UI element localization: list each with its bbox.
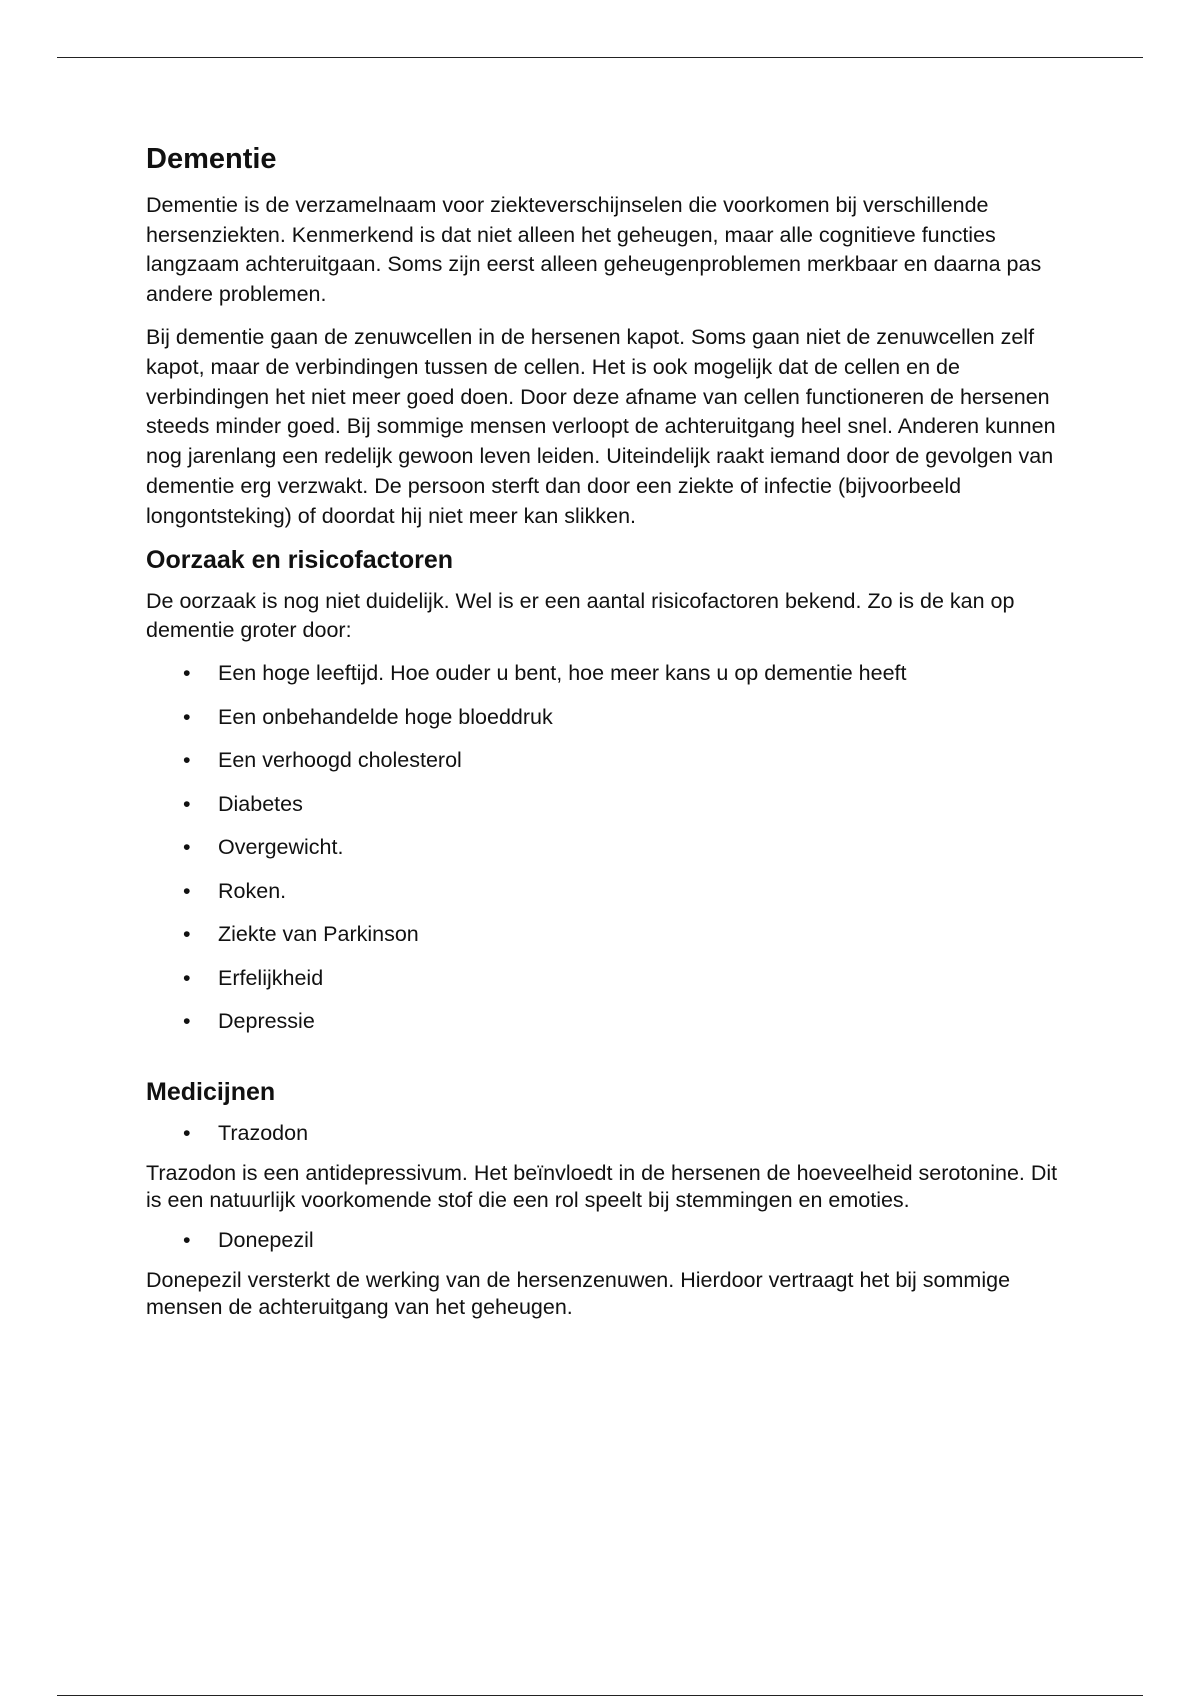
bullet-icon: • xyxy=(183,748,191,773)
oorzaak-intro: De oorzaak is nog niet duidelijk. Wel is er een aantal risicofactoren bekend. Zo is de kan op dementie groter door: xyxy=(146,588,1015,643)
section-heading-medicijnen: Medicijnen xyxy=(146,1078,276,1107)
bullet-icon: • xyxy=(183,1228,191,1253)
list-item xyxy=(146,746,1066,775)
list-item-text: Roken. xyxy=(218,878,287,903)
list-item-text: Ziekte van Parkinson xyxy=(218,922,419,947)
list-item-text: Een onbehandelde hoge bloeddruk xyxy=(218,704,553,729)
list-item xyxy=(146,920,1066,949)
list-item xyxy=(146,659,1066,688)
intro-paragraph: Dementie is de verzamelnaam voor ziekteverschijnselen die voorkomen bij verschillende hersenziekten. Kenmerkend is dat niet alleen het geheugen, maar alle cognitieve functies langzaam achteruitgaan. Soms zijn eerst alleen geheugenproblemen merkbaar en daarna pas andere problemen. xyxy=(146,192,1042,307)
list-item-text: Een verhoogd cholesterol xyxy=(218,748,462,773)
bullet-icon: • xyxy=(183,878,191,903)
list-item xyxy=(146,877,1066,906)
medication-list-donepezil xyxy=(146,1226,1066,1255)
bullet-icon: • xyxy=(183,704,191,729)
medication-name: Donepezil xyxy=(218,1228,314,1253)
list-item-text: Overgewicht. xyxy=(218,835,344,860)
section-heading-oorzaak: Oorzaak en risicofactoren xyxy=(146,545,454,574)
medication-name: Trazodon xyxy=(218,1121,309,1146)
list-item xyxy=(146,790,1066,819)
list-item xyxy=(146,703,1066,732)
medication-description: Donepezil versterkt de werking van de hersenzenuwen. Hierdoor vertraagt het bij sommige mensen de achteruitgang van het geheugen. xyxy=(146,1268,1011,1320)
medication-list-trazodon xyxy=(146,1119,1066,1148)
list-item xyxy=(146,1226,1066,1255)
bullet-icon: • xyxy=(183,1121,191,1146)
list-item-text: Diabetes xyxy=(218,791,303,816)
page-title: Dementie xyxy=(146,143,277,175)
list-item xyxy=(146,833,1066,862)
header-rule xyxy=(57,57,1143,58)
list-item-text: Erfelijkheid xyxy=(218,965,324,990)
list-item xyxy=(146,1119,1066,1148)
bullet-icon: • xyxy=(183,922,191,947)
bullet-icon: • xyxy=(183,1009,191,1034)
description-paragraph: Bij dementie gaan de zenuwcellen in de hersenen kapot. Soms gaan niet de zenuwcellen zelf kapot, maar de verbindingen tussen de cellen. Het is ook mogelijk dat de cellen en de verbindingen het niet meer goed doen. Door deze afname van cellen functioneren de hersenen steeds minder goed. Bij sommige mensen verloopt de achteruitgang heel snel. Anderen kunnen nog jarenlang een redelijk gewoon leven leiden. Uiteindelijk raakt iemand door de gevolgen van dementie erg verzwakt. De persoon sterft dan door een ziekte of infectie (bijvoorbeeld longontsteking) of doordat hij niet meer kan slikken. xyxy=(146,324,1056,528)
document-body xyxy=(146,142,1066,1333)
medication-description: Trazodon is een antidepressivum. Het beïnvloedt in de hersenen de hoeveelheid serotonine. Dit is een natuurlijk voorkomende stof die een rol speelt bij stemmingen en emoties. xyxy=(146,1161,1058,1213)
bullet-icon: • xyxy=(183,791,191,816)
list-item-text: Een hoge leeftijd. Hoe ouder u bent, hoe meer kans u op dementie heeft xyxy=(218,661,907,686)
bullet-icon: • xyxy=(183,835,191,860)
list-item-text: Depressie xyxy=(218,1009,315,1034)
risk-factor-list xyxy=(146,659,1066,1036)
footer-rule xyxy=(57,1695,1143,1696)
bullet-icon: • xyxy=(183,965,191,990)
bullet-icon: • xyxy=(183,661,191,686)
list-item xyxy=(146,964,1066,993)
list-item xyxy=(146,1007,1066,1036)
